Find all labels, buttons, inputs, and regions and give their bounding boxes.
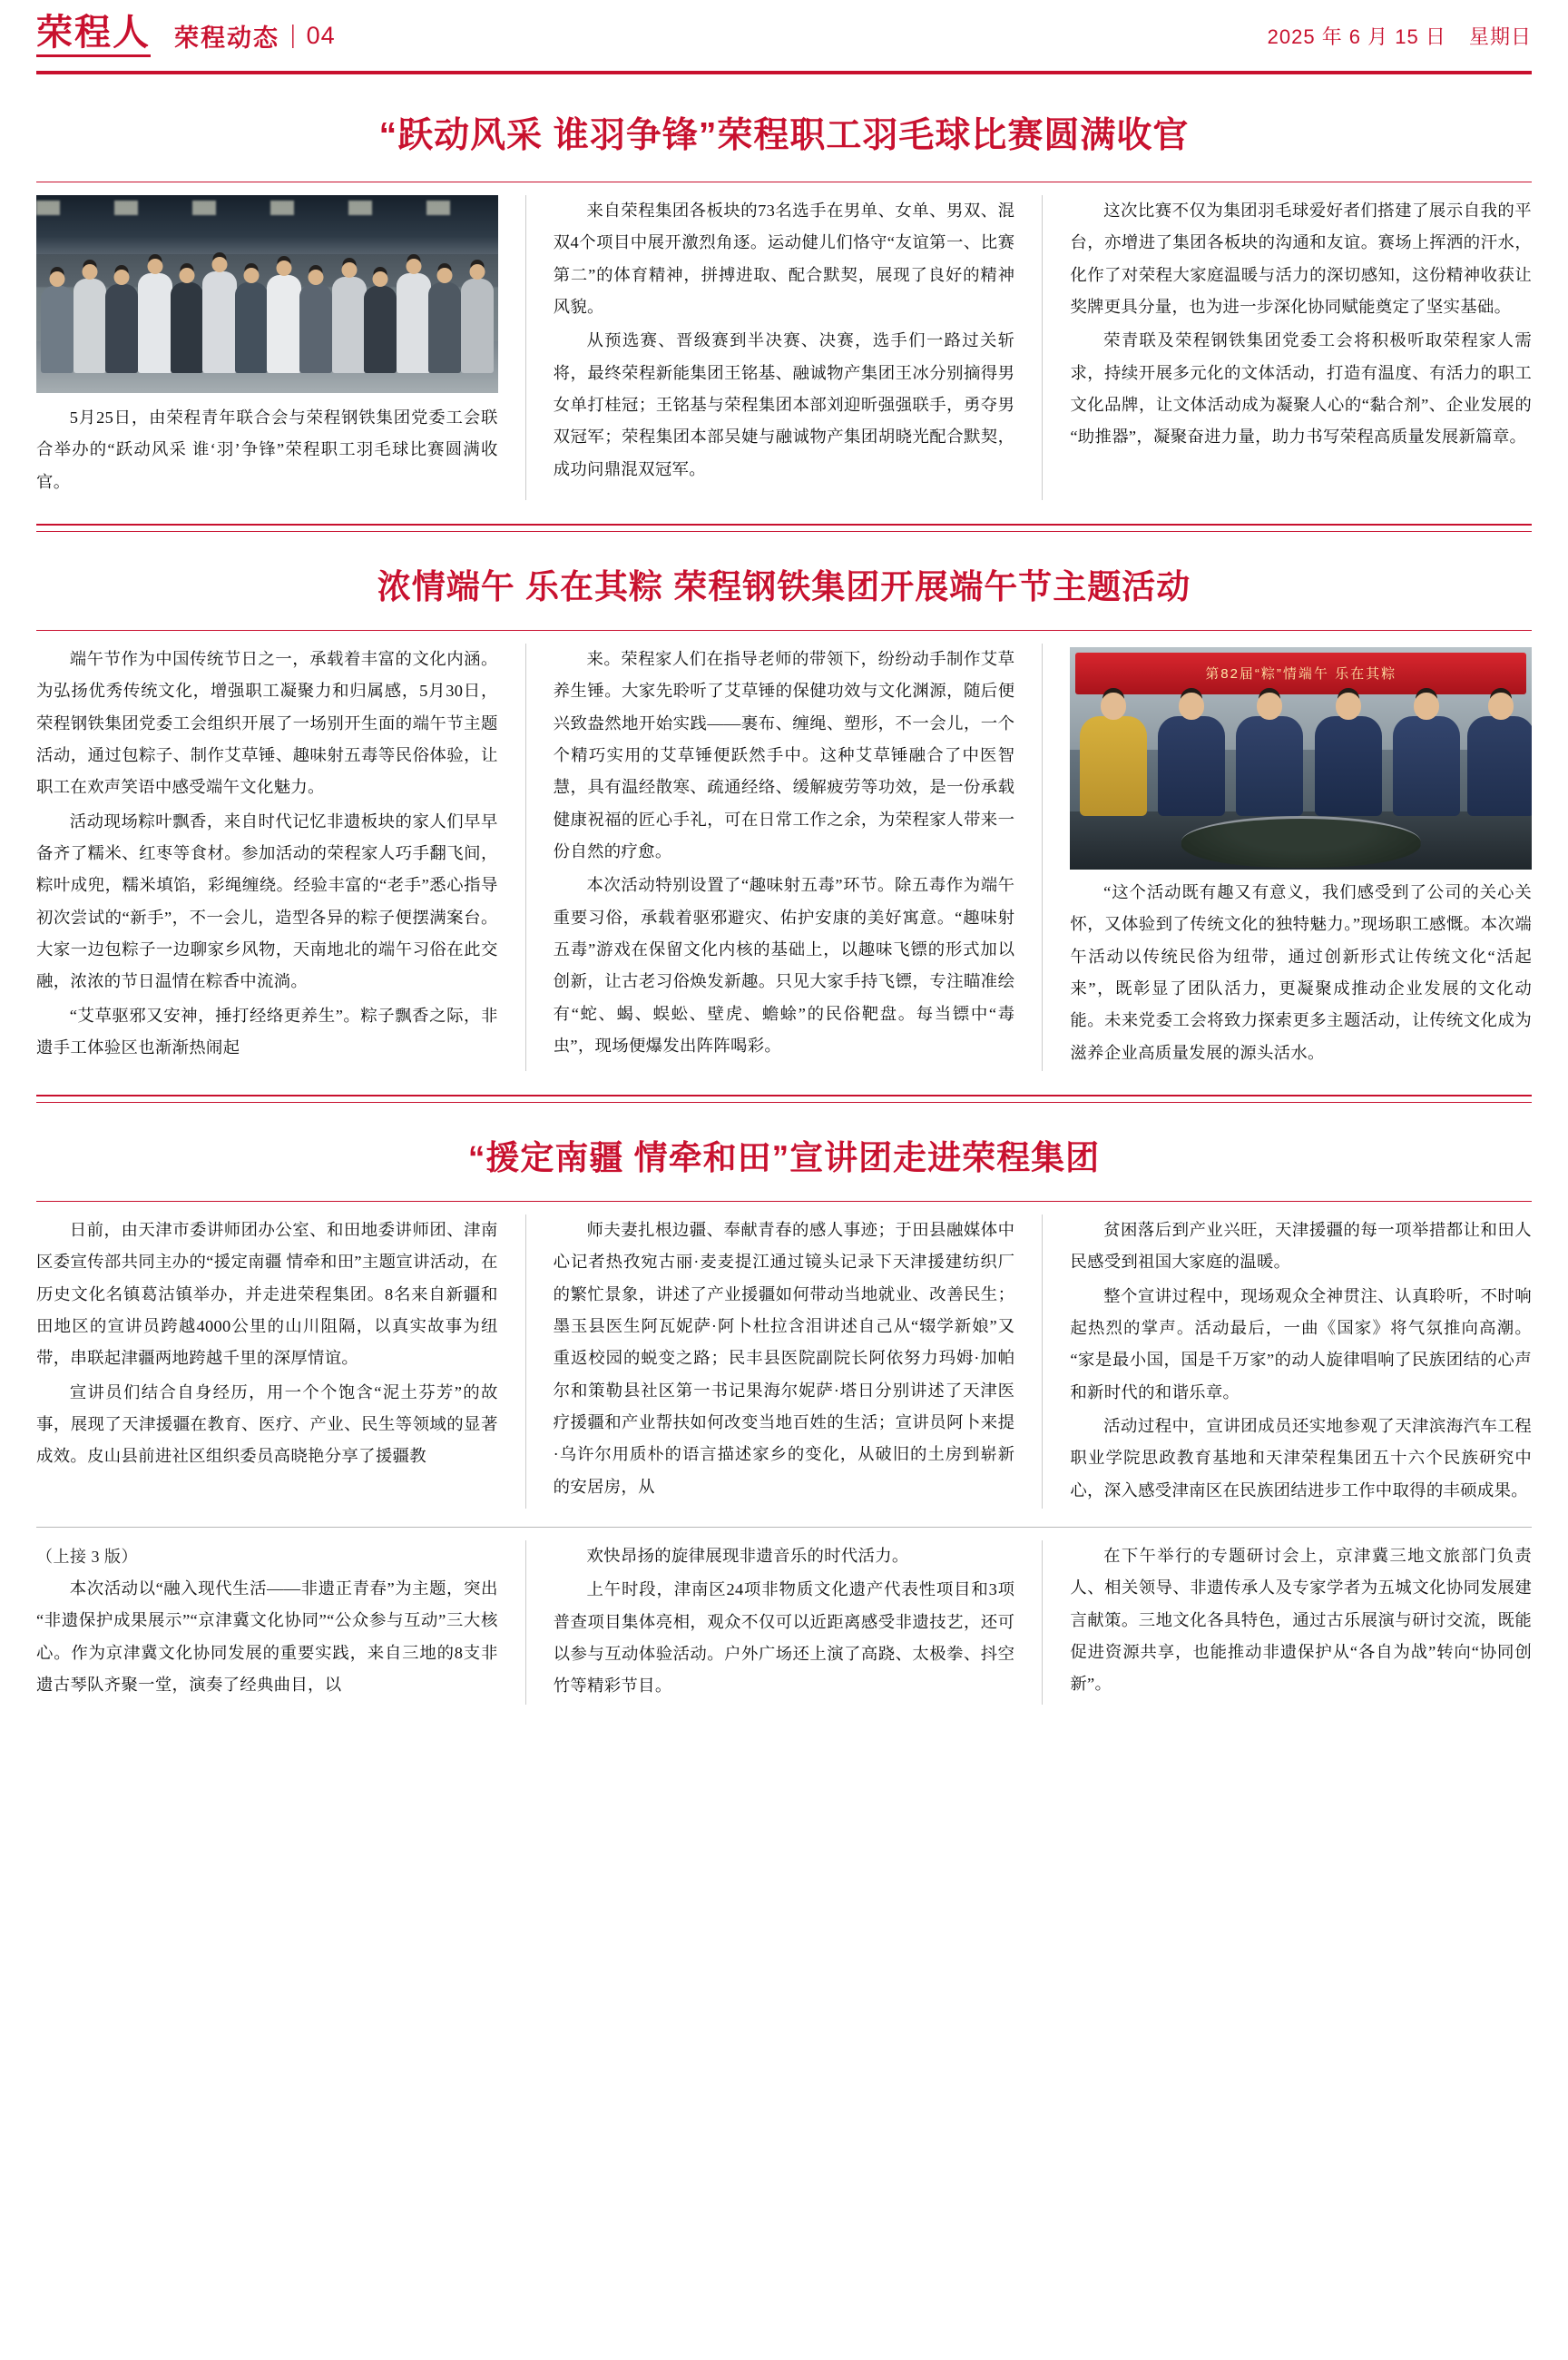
continued-from-note: （上接 3 版） bbox=[36, 1547, 138, 1566]
article2-col1 bbox=[36, 644, 498, 1071]
article1-col1 bbox=[36, 195, 498, 500]
article2-col3-p1: “这个活动既有趣又有意义，我们感受到了公司的关心关怀，又体验到了传统文化的独特魅力。”现场职工感慨。本次端午活动以传统民俗为纽带，通过创新形式让传统文化“活起来”，既彰显了团队活力，更凝聚成推动企业发展的文化动能。未来党委工会将致力探索更多主题活动，让传统文化成为滋养企业高质量发展的源头活水。 bbox=[1070, 882, 1533, 1062]
article2-columns bbox=[36, 644, 1532, 1071]
article1-columns bbox=[36, 195, 1532, 500]
article3-col1-p2: 宣讲员们结合自身经历，用一个个饱含“泥土芬芳”的故事，展现了天津援疆在教育、医疗、产业、民生等领域的显著成效。皮山县前进社区组织委员高晓艳分享了援疆教 bbox=[36, 1382, 498, 1466]
article1-col3-p1: 这次比赛不仅为集团羽毛球爱好者们搭建了展示自我的平台，亦增进了集团各板块的沟通和友谊。赛场上挥洒的汗水，化作了对荣程大家庭温暖与活力的深切感知，这份精神收获让奖牌更具分量，也为进一步深化协同赋能奠定了坚实基础。 bbox=[1070, 202, 1533, 316]
article4-col1 bbox=[36, 1540, 498, 1705]
masthead bbox=[36, 0, 1532, 74]
article3-col2 bbox=[525, 1214, 1015, 1509]
article1-headline: “跃动风采 谁羽争锋”荣程职工羽毛球比赛圆满收官 bbox=[378, 116, 1190, 155]
badminton-team-photo bbox=[36, 195, 498, 393]
issue-date bbox=[1268, 22, 1532, 50]
article2-headline: 浓情端午 乐在其粽 荣程钢铁集团开展端午节主题活动 bbox=[377, 567, 1191, 605]
article-badminton bbox=[36, 107, 1532, 532]
page-number: 04 bbox=[306, 21, 336, 49]
article3-col3 bbox=[1042, 1214, 1532, 1509]
article3-col3-p3: 活动过程中，宣讲团成员还实地参观了天津滨海汽车工程职业学院思政教育基地和天津荣程集团五十六个民族研究中心，深入感受津南区在民族团结进步工作中取得的丰硕成果。 bbox=[1070, 1416, 1533, 1500]
article4-col1-p1: 本次活动以“融入现代生活——非遗正青春”为主题，突出“非遗保护成果展示”“京津冀文化协同”“公众参与互动”三大核心。作为京津冀文化协同发展的重要实践，来自三地的8支非遗古琴队齐聚一堂，演奏了经典曲目，以 bbox=[36, 1578, 498, 1694]
article3-col2-p1: 师夫妻扎根边疆、奉献青春的感人事迹；于田县融媒体中心记者热孜宛古丽·麦麦提江通过镜头记录下天津援建纺织厂的繁忙景象，讲述了产业援疆如何带动当地就业、改善民生；墨玉县医生阿瓦妮萨·阿卜杜拉含泪讲述自己从“辍学新娘”又重返校园的蜕变之路；民丰县医院副院长阿依努力玛姆·加帕尔和策勒县社区第一书记果海尔妮萨·塔日分别讲述了天津医疗援疆和产业帮扶如何改变当地百姓的生活；宣讲员阿卜来提·乌许尔用质朴的语言描述家乡的变化，从破旧的土房到崭新的安居房，从 bbox=[553, 1220, 1015, 1496]
article3-col1-p1: 日前，由天津市委讲师团办公室、和田地委讲师团、津南区委宣传部共同主办的“援定南疆 情牵和田”主题宣讲活动，在历史文化名镇葛沽镇举办，并走进荣程集团。8名来自新疆和田地区的宣讲员跨越4000公里的山川阻隔，以真实故事为纽带，串联起津疆两地跨越千里的深厚情谊。 bbox=[36, 1220, 498, 1368]
article1-bottom-rule bbox=[36, 524, 1532, 532]
date-text: 2025 年 6 月 15 日 bbox=[1267, 25, 1446, 48]
article2-col2-p2: 本次活动特别设置了“趣味射五毒”环节。除五毒作为端午重要习俗，承载着驱邪避灾、佑护安康的美好寓意。“趣味射五毒”游戏在保留文化内核的基础上，以趣味飞镖的形式加以创新，让古老习俗焕发新趣。只见大家手持飞镖，专注瞄准绘有“蛇、蝎、蜈蚣、壁虎、蟾蜍”的民俗靶盘。每当镖中“毒虫”，现场便爆发出阵阵喝彩。 bbox=[553, 876, 1015, 1055]
article4-col2-p1: 欢快昂扬的旋律展现非遗音乐的时代活力。 bbox=[586, 1546, 909, 1565]
section-tag: 荣程动态 bbox=[174, 24, 279, 52]
article4-col3 bbox=[1042, 1540, 1532, 1705]
article3-col1 bbox=[36, 1214, 498, 1509]
article-intangible-heritage-continued bbox=[36, 1540, 1532, 1705]
article2-col3 bbox=[1042, 644, 1532, 1071]
article3-col3-p1: 贫困落后到产业兴旺，天津援疆的每一项举措都让和田人民感受到祖国大家庭的温暖。 bbox=[1070, 1220, 1533, 1272]
article4-columns bbox=[36, 1540, 1532, 1705]
section-divider: | bbox=[290, 21, 296, 49]
article1-col1-p1: 5月25日，由荣程青年联合会与荣程钢铁集团党委工会联合举办的“跃动风采 谁‘羽’争锋”荣程职工羽毛球比赛圆满收官。 bbox=[36, 408, 498, 491]
article2-col1-p2: 活动现场粽叶飘香，来自时代记忆非遗板块的家人们早早备齐了糯米、红枣等食材。参加活动的荣程家人巧手翻飞间，粽叶成兜，糯米填馅，彩绳缠绕。经验丰富的“老手”悉心指导初次尝试的“新手”，不一会儿，造型各异的粽子便摆满案台。大家一边包粽子一边聊家乡风物，天南地北的端午习俗在此交融，浓浓的节日温情在粽香中流淌。 bbox=[36, 811, 498, 991]
article1-col2-p2: 从预选赛、晋级赛到半决赛、决赛，选手们一路过关斩将，最终荣程新能集团王铭基、融诚物产集团王冰分别摘得男女单打桂冠；王铭基与荣程集团本部刘迎昕强强联手，勇夺男双冠军；荣程集团本部吴婕与融诚物产集团胡晓光配合默契，成功问鼎混双冠军。 bbox=[553, 331, 1015, 478]
article1-col3 bbox=[1042, 195, 1532, 500]
article3-col3-p2: 整个宣讲过程中，现场观众全神贯注、认真聆听，不时响起热烈的掌声。活动最后，一曲《国家》将气氛推向高潮。“家是最小国，国是千万家”的动人旋律唱响了民族团结的心声和新时代的和谐乐章。 bbox=[1070, 1286, 1533, 1401]
publication-logo bbox=[36, 10, 151, 57]
article1-col3-p2: 荣青联及荣程钢铁集团党委工会将积极听取荣程家人需求，持续开展多元化的文体活动，打造有温度、有活力的职工文化品牌，让文体活动成为凝聚人心的“黏合剂”、企业发展的“助推器”，凝聚奋进力量，助力书写荣程高质量发展新篇章。 bbox=[1070, 331, 1533, 447]
weekday-text: 星期日 bbox=[1468, 25, 1532, 48]
article3-headline: “援定南疆 情牵和田”宣讲团走进荣程集团 bbox=[467, 1138, 1101, 1176]
article-dragon-boat bbox=[36, 559, 1532, 1103]
article4-col2-p2: 上午时段，津南区24项非物质文化遗产代表性项目和3项普查项目集体亮相，观众不仅可以近距离感受非遗技艺，还可以参与互动体验活动。户外广场还上演了高跷、太极拳、抖空竹等精彩节目。 bbox=[553, 1580, 1015, 1696]
logo-text: 荣程人 bbox=[36, 15, 151, 57]
article2-col2-p1: 来。荣程家人们在指导老师的带领下，纷纷动手制作艾草养生锤。大家先聆听了艾草锤的保健功效与文化渊源，随后便兴致盎然地开始实践——裹布、缠绳、塑形，不一会儿，一个个精巧实用的艾草锤便跃然手中。这种艾草锤融合了中医智慧，具有温经散寒、疏通经络、缓解疲劳等功效，是一份承载健康祝福的匠心手礼，可在日常工作之余，为荣程家人带来一份自然的疗愈。 bbox=[553, 649, 1015, 860]
article2-col2 bbox=[525, 644, 1015, 1071]
article2-bottom-rule bbox=[36, 1095, 1532, 1103]
article1-col2 bbox=[525, 195, 1015, 500]
article3-columns bbox=[36, 1214, 1532, 1509]
article4-col2 bbox=[525, 1540, 1015, 1705]
article4-col3-p1: 在下午举行的专题研讨会上，京津冀三地文旅部门负责人、相关领导、非遗传承人及专家学者为五城文化协同发展建言献策。三地文化各具特色，通过古乐展演与研讨交流，既能促进资源共享，也能推动非遗保护从“各自为战”转向“协同创新”。 bbox=[1070, 1546, 1533, 1694]
article2-col1-p1: 端午节作为中国传统节日之一，承载着丰富的文化内涵。为弘扬优秀传统文化，增强职工凝聚力和归属感，5月30日，荣程钢铁集团党委工会组织开展了一场别开生面的端午节主题活动，通过包粽子、制作艾草锤、趣味射五毒等民俗体验，让职工在欢声笑语中感受端午文化魅力。 bbox=[36, 649, 498, 797]
article2-col1-p3: “艾草驱邪又安神，捶打经络更养生”。粽子飘香之际，非遗手工体验区也渐渐热闹起 bbox=[36, 1006, 498, 1057]
dragon-boat-festival-photo bbox=[1070, 647, 1532, 870]
article-xinjiang-lecture bbox=[36, 1130, 1532, 1540]
photo-banner-text: 第82届“粽”情端午 乐在其粽 bbox=[1075, 653, 1526, 694]
article1-col2-p1: 来自荣程集团各板块的73名选手在男单、女单、男双、混双4个项目中展开激烈角逐。运动健儿们恪守“友谊第一、比赛第二”的体育精神，拼搏进取、配合默契，展现了良好的精神风貌。 bbox=[553, 202, 1015, 316]
